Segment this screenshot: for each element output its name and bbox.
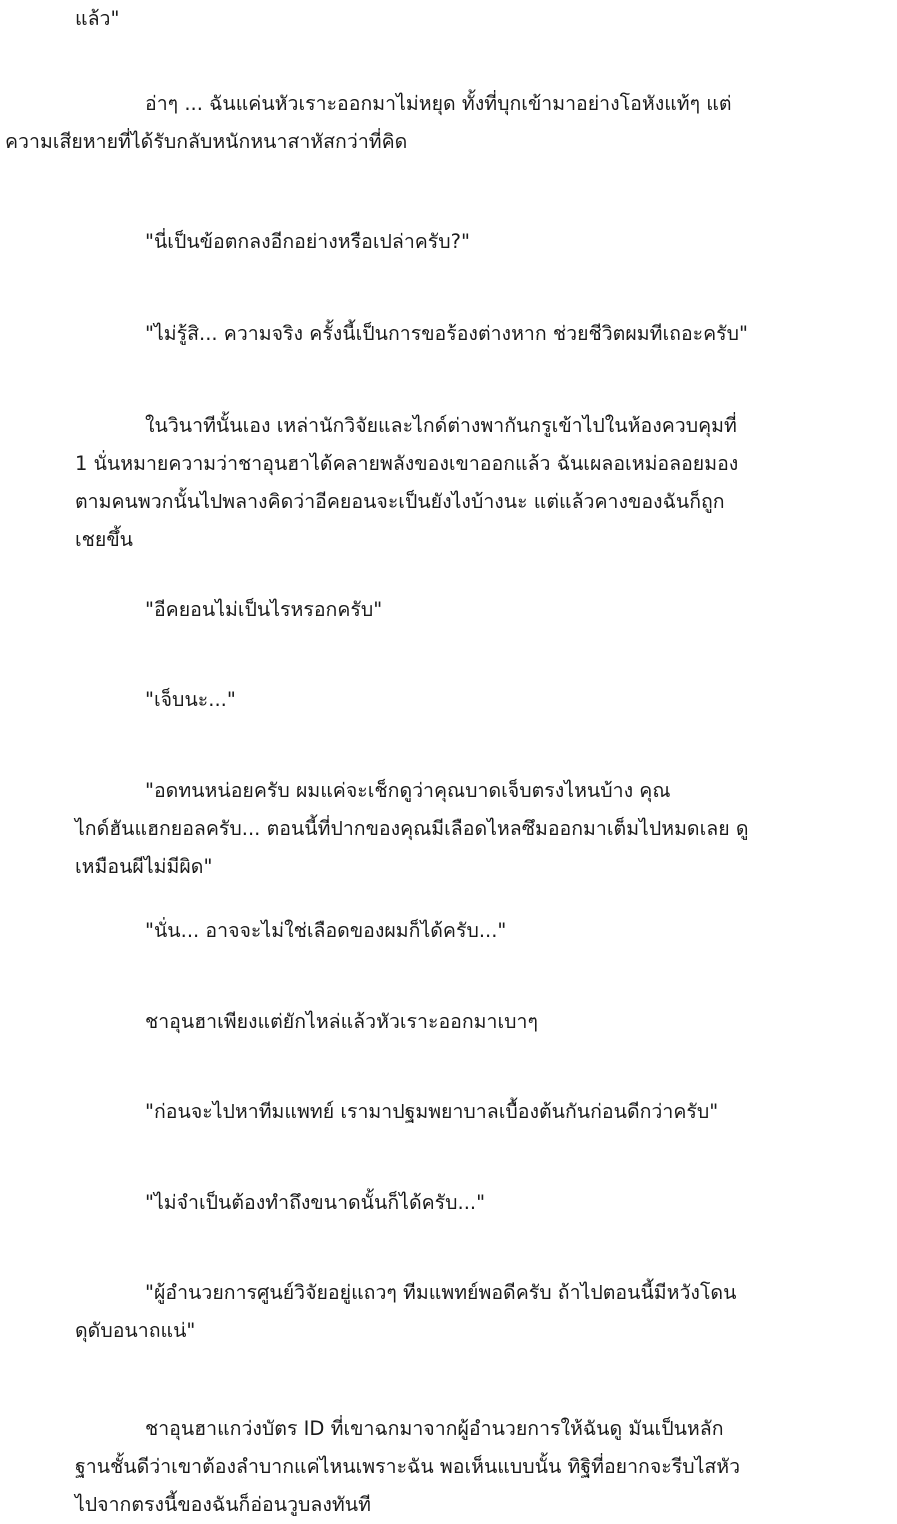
text-line: ชาอุนฮาเพียงแต่ยักไหล่แล้วหัวเราะออกมาเบาๆ [145,1010,538,1033]
text-line: ความเสียหายที่ได้รับกลับหนักหนาสาหัสกว่าที่คิด [5,130,408,153]
text-line: 1 นั่นหมายความว่าชาอุนฮาได้คลายพลังของเขาออกแล้ว ฉันเผลอเหม่อลอยมอง [75,452,739,475]
paragraph [75,0,835,38]
text-line: "อดทนหน่อยครับ ผมแค่จะเช็กดูว่าคุณบาดเจ็บตรงไหนบ้าง คุณ [145,779,671,802]
text-line: "ผู้อำนวยการศูนย์วิจัยอยู่แถวๆ ทีมแพทย์พอดีครับ ถ้าไปตอนนี้มีหวังโดน [145,1281,737,1304]
paragraph [75,315,835,353]
paragraph [75,1093,835,1131]
text-line: แล้ว" [75,7,120,30]
text-line: "เจ็บนะ..." [145,688,236,711]
text-line: ในวินาทีนั้นเอง เหล่านักวิจัยและไกด์ต่างพากันกรูเข้าไปในห้องควบคุมที่ [145,414,737,437]
paragraph [75,223,835,261]
paragraph [75,1003,835,1041]
text-line: "ไม่จำเป็นต้องทำถึงขนาดนั้นก็ได้ครับ..." [145,1191,486,1214]
text-line: ฐานชั้นดีว่าเขาต้องลำบากแค่ไหนเพราะฉัน พอเห็นแบบนั้น ทิฐิที่อยากจะรีบไสหัว [75,1455,741,1478]
paragraph [75,1274,835,1350]
text-line: อ่าๆ ... ฉันแค่นหัวเราะออกมาไม่หยุด ทั้งที่บุกเข้ามาอย่างโอหังแท้ๆ แต่ [145,92,732,115]
text-line: ไปจากตรงนี้ของฉันก็อ่อนวูบลงทันที [75,1493,371,1516]
text-line: เชยขึ้น [75,528,133,551]
text-line: "ไม่รู้สิ... ความจริง ครั้งนี้เป็นการขอร้องต่างหาก ช่วยชีวิตผมทีเถอะครับ" [145,322,748,345]
paragraph [75,1410,835,1524]
text-line: ดุดับอนาถแน่" [75,1319,196,1342]
text-line: ไกด์ฮันแฮกยอลครับ... ตอนนี้ที่ปากของคุณมีเลือดไหลซึมออกมาเต็มไปหมดเลย ดู [75,817,749,840]
text-line: ตามคนพวกนั้นไปพลางคิดว่าอีคยอนจะเป็นยังไงบ้างนะ แต่แล้วคางของฉันก็ถูก [75,490,725,513]
text-line: ชาอุนฮาแกว่งบัตร ID ที่เขาฉกมาจากผู้อำนวยการให้ฉันดู มันเป็นหลัก [145,1417,724,1440]
text-line: "นี่เป็นข้อตกลงอีกอย่างหรือเปล่าครับ?" [145,230,470,253]
text-line: "นั่น... อาจจะไม่ใช่เลือดของผมก็ได้ครับ..." [145,919,507,942]
paragraph [75,681,835,719]
paragraph [75,407,835,559]
paragraph [5,85,835,161]
text-line: "ก่อนจะไปหาทีมแพทย์ เรามาปฐมพยาบาลเบื้องต้นกันก่อนดีกว่าครับ" [145,1100,719,1123]
paragraph [75,591,835,629]
paragraph [75,912,835,950]
text-line: เหมือนผีไม่มีผิด" [75,855,213,878]
text-line: "อีคยอนไม่เป็นไรหรอกครับ" [145,598,383,621]
paragraph [75,1184,835,1222]
paragraph [75,772,835,886]
